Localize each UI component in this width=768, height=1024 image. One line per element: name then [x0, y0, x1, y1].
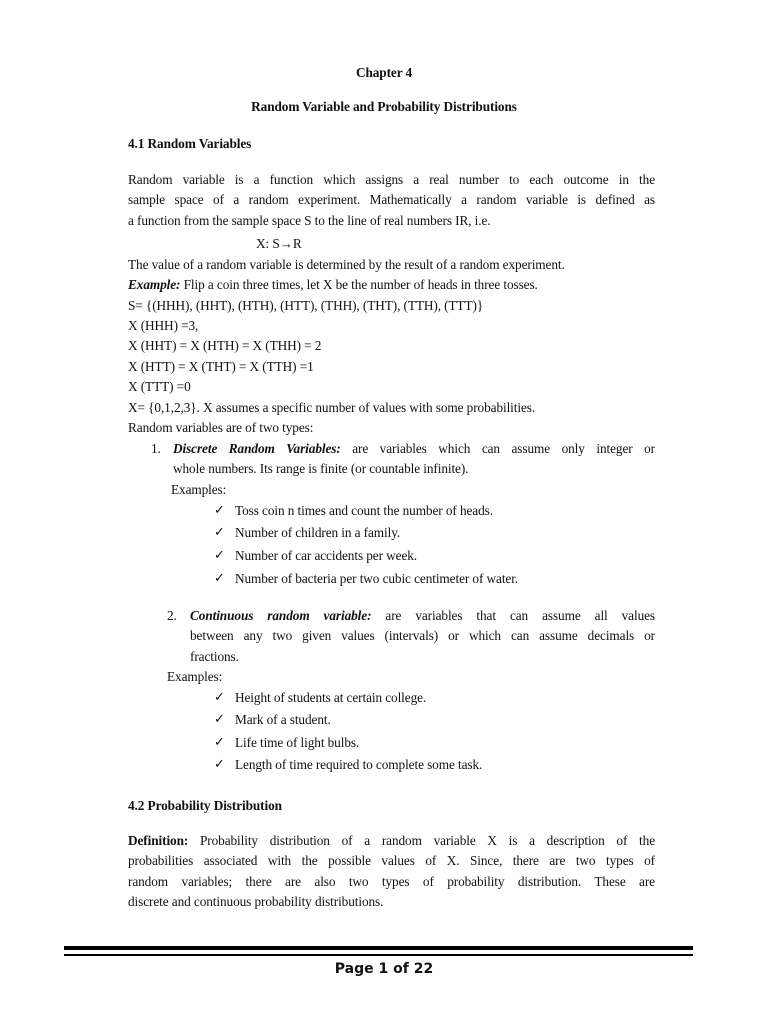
- chapter-label: Chapter 4: [355, 65, 413, 80]
- section-heading-probability-distribution: 4.2 Probability Distribution: [128, 798, 282, 813]
- list-item: Number of children in a family.: [235, 525, 401, 540]
- list-item: Length of time required to complete some task.: [235, 757, 483, 772]
- discrete-label: Discrete Random Variables:: [173, 441, 341, 456]
- page-number: Page 1 of 22: [334, 961, 434, 977]
- checkmark-icon: ✓: [214, 734, 225, 749]
- list-item: Number of bacteria per two cubic centimeter of water.: [235, 571, 519, 586]
- continuous-definition-line: [190, 607, 655, 625]
- types-intro: Random variables are of two types:: [128, 420, 314, 435]
- paragraph-line: sample space of a random experiment. Mathematically a random variable is defined as: [128, 192, 655, 207]
- continuous-definition-line: between any two given values (intervals) or which can assume decimals or: [190, 628, 655, 643]
- value-line: The value of a random variable is determined by the result of a random experiment.: [128, 257, 565, 272]
- checkmark-icon: ✓: [214, 547, 225, 562]
- example-label: Example:: [128, 277, 181, 292]
- examples-label: Examples:: [171, 482, 227, 497]
- list-number: 1.: [151, 441, 161, 456]
- definition-line: discrete and continuous probability distributions.: [128, 894, 384, 909]
- example-line: [128, 276, 538, 294]
- discrete-definition-line: whole numbers. Its range is finite (or countable infinite).: [173, 461, 469, 476]
- list-item: Height of students at certain college.: [235, 690, 427, 705]
- list-number: 2.: [167, 608, 177, 623]
- list-item: Mark of a student.: [235, 712, 331, 727]
- x-value-line: X (HHT) = X (HTH) = X (THH) = 2: [128, 338, 322, 353]
- continuous-label: Continuous random variable:: [190, 608, 372, 623]
- continuous-text: are variables that can assume all values: [371, 608, 655, 623]
- section-heading-random-variables: 4.1 Random Variables: [128, 136, 252, 151]
- list-item: Number of car accidents per week.: [235, 548, 418, 563]
- definition-line: [128, 832, 655, 850]
- checkmark-icon: ✓: [214, 711, 225, 726]
- definition-line: probabilities associated with the possible values of X. Since, there are two types of: [128, 853, 655, 868]
- mapping-formula: X: S→R: [256, 236, 302, 251]
- examples-label: Examples:: [167, 669, 223, 684]
- definition-label: Definition:: [128, 833, 189, 848]
- discrete-text: are variables which can assume only integer or: [340, 441, 655, 456]
- sample-space: S= {(HHH), (HHT), (HTH), (HTT), (THH), (THT), (TTH), (TTT)}: [128, 298, 484, 313]
- checkmark-icon: ✓: [214, 756, 225, 771]
- checkmark-icon: ✓: [214, 524, 225, 539]
- chapter-title: Random Variable and Probability Distributions: [251, 99, 517, 114]
- definition-text: Probability distribution of a random variable X is a description of the: [188, 833, 655, 848]
- list-item: Life time of light bulbs.: [235, 735, 360, 750]
- example-text: Flip a coin three times, let X be the number of heads in three tosses.: [180, 277, 538, 292]
- x-value-line: X (TTT) =0: [128, 379, 191, 394]
- discrete-definition-line: [173, 440, 655, 458]
- x-value-line: X= {0,1,2,3}. X assumes a specific number of values with some probabilities.: [128, 400, 536, 415]
- x-value-line: X (HTT) = X (THT) = X (TTH) =1: [128, 359, 314, 374]
- definition-line: random variables; there are also two types of probability distribution. These are: [128, 874, 655, 889]
- x-value-line: X (HHH) =3,: [128, 318, 199, 333]
- checkmark-icon: ✓: [214, 689, 225, 704]
- continuous-definition-line: fractions.: [190, 649, 239, 664]
- list-item: Toss coin n times and count the number of heads.: [235, 503, 493, 518]
- paragraph-line: a function from the sample space S to the line of real numbers IR, i.e.: [128, 213, 491, 228]
- footer-rule-thin: [64, 954, 693, 956]
- paragraph-line: Random variable is a function which assigns a real number to each outcome in the: [128, 172, 655, 187]
- footer-rule-thick: [64, 946, 693, 950]
- checkmark-icon: ✓: [214, 570, 225, 585]
- checkmark-icon: ✓: [214, 502, 225, 517]
